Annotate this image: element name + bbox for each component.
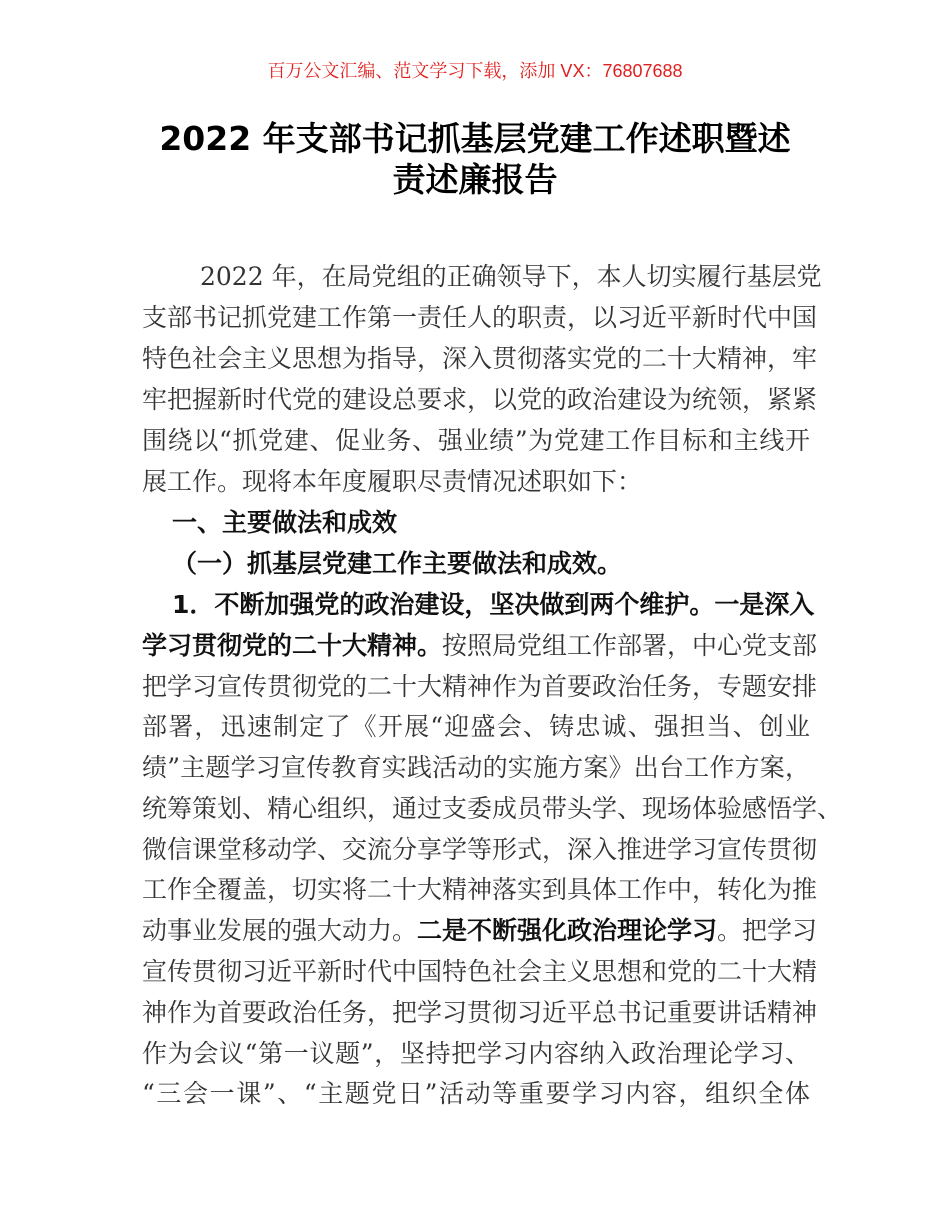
- body-line: [142, 467, 810, 497]
- watermark-header: 百万公文汇编、范文学习下载，添加 VX：76807688: [267, 61, 683, 81]
- text: 把学习宣传贯彻党的二十大精神作为首要政治任务，专题安排: [142, 672, 818, 701]
- body-line: [142, 916, 818, 946]
- bold-text: （一）抓基层党建工作主要做法和成效。: [172, 549, 623, 578]
- text: 2022 年，在局党组的正确领导下，本人切实履行基层党: [200, 262, 822, 291]
- body-line: [172, 590, 815, 620]
- bold-text: 学习贯彻党的二十大精神。: [142, 631, 443, 660]
- body-line: [172, 508, 810, 538]
- text: 作为会议“第一议题”，坚持把学习内容纳入政治理论学习、: [142, 1039, 810, 1068]
- body-line: [142, 385, 818, 415]
- text: 宣传贯彻习近平新时代中国特色社会主义思想和党的二十大精: [142, 957, 818, 986]
- body-line: [142, 1079, 810, 1109]
- text: 特色社会主义思想为指导，深入贯彻落实党的二十大精神，牢: [142, 344, 818, 373]
- body-line: [142, 672, 818, 702]
- text: 神作为首要政治任务，把学习贯彻习近平总书记重要讲话精神: [142, 998, 818, 1027]
- text: 绩”主题学习宣传教育实践活动的实施方案》出台工作方案，: [142, 753, 810, 782]
- text: 工作全覆盖，切实将二十大精神落实到具体工作中，转化为推: [142, 875, 818, 904]
- body-line: [142, 957, 818, 987]
- body-line: [142, 712, 810, 742]
- body-line: [142, 835, 818, 865]
- body-line: [142, 631, 818, 661]
- body-line: [200, 262, 822, 292]
- body-line: [142, 998, 818, 1028]
- text: 微信课堂移动学、交流分享学等形式，深入推进学习宣传贯彻: [142, 835, 818, 864]
- body-line: [142, 794, 843, 824]
- text: 部署，迅速制定了《开展“迎盛会、铸忠诚、强担当、创业: [142, 712, 810, 741]
- document-title-line-2: 责述廉报告: [392, 160, 558, 199]
- body-line: [142, 303, 818, 333]
- text: 。把学习: [717, 916, 818, 945]
- body-line: [142, 875, 818, 905]
- body-line: [172, 549, 810, 579]
- body-line: [142, 1039, 810, 1069]
- text: 动事业发展的强大动力。: [142, 916, 418, 945]
- body-line: [142, 753, 810, 783]
- text: 统筹策划、精心组织，通过支委成员带头学、现场体验感悟学、: [142, 794, 843, 823]
- bold-text: 1．不断加强党的政治建设，坚决做到两个维护。一是深入: [172, 590, 815, 619]
- body-line: [142, 426, 810, 456]
- text: “三会一课”、“主题党日”活动等重要学习内容，组织全体: [142, 1079, 810, 1108]
- body-line: [142, 344, 818, 374]
- text: 展工作。现将本年度履职尽责情况述职如下：: [142, 467, 643, 496]
- bold-text: 二是不断强化政治理论学习: [417, 916, 718, 945]
- text: 牢把握新时代党的建设总要求，以党的政治建设为统领，紧紧: [142, 385, 818, 414]
- text: 支部书记抓党建工作第一责任人的职责，以习近平新时代中国: [142, 303, 818, 332]
- bold-text: 一、主要做法和成效: [172, 508, 398, 537]
- text: 围绕以“抓党建、促业务、强业绩”为党建工作目标和主线开: [142, 426, 810, 455]
- text: 按照局党组工作部署，中心党支部: [442, 631, 818, 660]
- document-title-line-1: 2022 年支部书记抓基层党建工作述职暨述: [159, 119, 791, 158]
